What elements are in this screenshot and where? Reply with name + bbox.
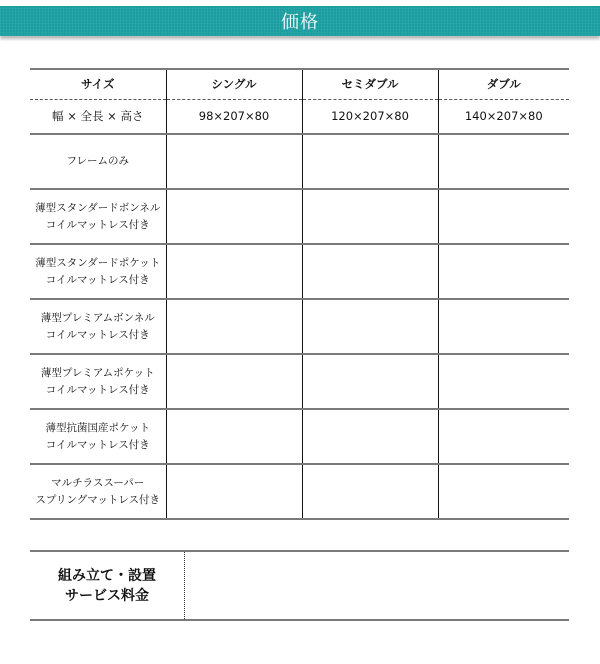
row-label bbox=[30, 299, 166, 354]
service-fee-label bbox=[30, 552, 185, 619]
row-label bbox=[30, 189, 166, 244]
row-label-line1: 薄型プレミアムボンネル bbox=[40, 311, 155, 324]
table-header-row bbox=[30, 69, 569, 100]
price-double bbox=[438, 354, 569, 409]
row-label-line2: スプリングマットレス付き bbox=[35, 493, 161, 506]
banner-title: 価格 bbox=[281, 12, 319, 33]
row-label bbox=[30, 409, 166, 464]
dimensions-label: 幅 × 全長 × 高さ bbox=[30, 100, 166, 135]
table-row bbox=[30, 299, 569, 354]
price-semi-double bbox=[302, 189, 438, 244]
price-semi-double bbox=[302, 299, 438, 354]
price-semi-double bbox=[302, 409, 438, 464]
section-banner bbox=[0, 6, 600, 36]
row-label-line2: コイルマットレス付き bbox=[45, 218, 150, 231]
header-single: シングル bbox=[166, 69, 302, 100]
price-double bbox=[438, 299, 569, 354]
row-label-line2: コイルマットレス付き bbox=[45, 328, 150, 341]
row-label-line2: コイルマットレス付き bbox=[45, 383, 150, 396]
row-label-line1: 薄型スタンダードポケット bbox=[35, 256, 161, 269]
price-semi-double bbox=[302, 134, 438, 189]
price-semi-double bbox=[302, 354, 438, 409]
price-semi-double bbox=[302, 464, 438, 519]
price-double bbox=[438, 409, 569, 464]
dimensions-semi-double: 120×207×80 bbox=[302, 100, 438, 135]
price-single bbox=[166, 409, 302, 464]
row-label bbox=[30, 134, 166, 189]
price-single bbox=[166, 244, 302, 299]
header-semi-double: セミダブル bbox=[302, 69, 438, 100]
table-row bbox=[30, 189, 569, 244]
table-row bbox=[30, 409, 569, 464]
row-label-line1: フレームのみ bbox=[66, 155, 130, 167]
row-label-line1: 薄型プレミアムポケット bbox=[40, 366, 155, 379]
dimensions-double: 140×207×80 bbox=[438, 100, 569, 135]
row-label-line1: マルチラススーパー bbox=[51, 476, 145, 489]
dimensions-single: 98×207×80 bbox=[166, 100, 302, 135]
price-double bbox=[438, 464, 569, 519]
header-double: ダブル bbox=[438, 69, 569, 100]
row-label-line1: 薄型スタンダードボンネル bbox=[35, 201, 161, 214]
price-double bbox=[438, 134, 569, 189]
row-label bbox=[30, 244, 166, 299]
price-double bbox=[438, 189, 569, 244]
service-fee-value bbox=[185, 552, 569, 619]
table-row bbox=[30, 354, 569, 409]
price-single bbox=[166, 189, 302, 244]
table-row bbox=[30, 134, 569, 189]
row-label-line2: コイルマットレス付き bbox=[45, 273, 150, 286]
table-row bbox=[30, 244, 569, 299]
price-single bbox=[166, 134, 302, 189]
service-label-line1: 組み立て・設置 bbox=[58, 567, 156, 584]
row-label-line2: コイルマットレス付き bbox=[45, 438, 150, 451]
service-fee-section bbox=[30, 550, 569, 621]
price-single bbox=[166, 299, 302, 354]
service-label-line2: サービス料金 bbox=[65, 587, 149, 604]
row-label bbox=[30, 464, 166, 519]
row-label-line1: 薄型抗菌国産ポケット bbox=[45, 421, 150, 434]
table-row bbox=[30, 464, 569, 519]
price-semi-double bbox=[302, 244, 438, 299]
dimensions-row bbox=[30, 100, 569, 135]
header-size: サイズ bbox=[30, 69, 166, 100]
price-table bbox=[30, 68, 569, 520]
row-label bbox=[30, 354, 166, 409]
price-single bbox=[166, 464, 302, 519]
price-single bbox=[166, 354, 302, 409]
price-double bbox=[438, 244, 569, 299]
